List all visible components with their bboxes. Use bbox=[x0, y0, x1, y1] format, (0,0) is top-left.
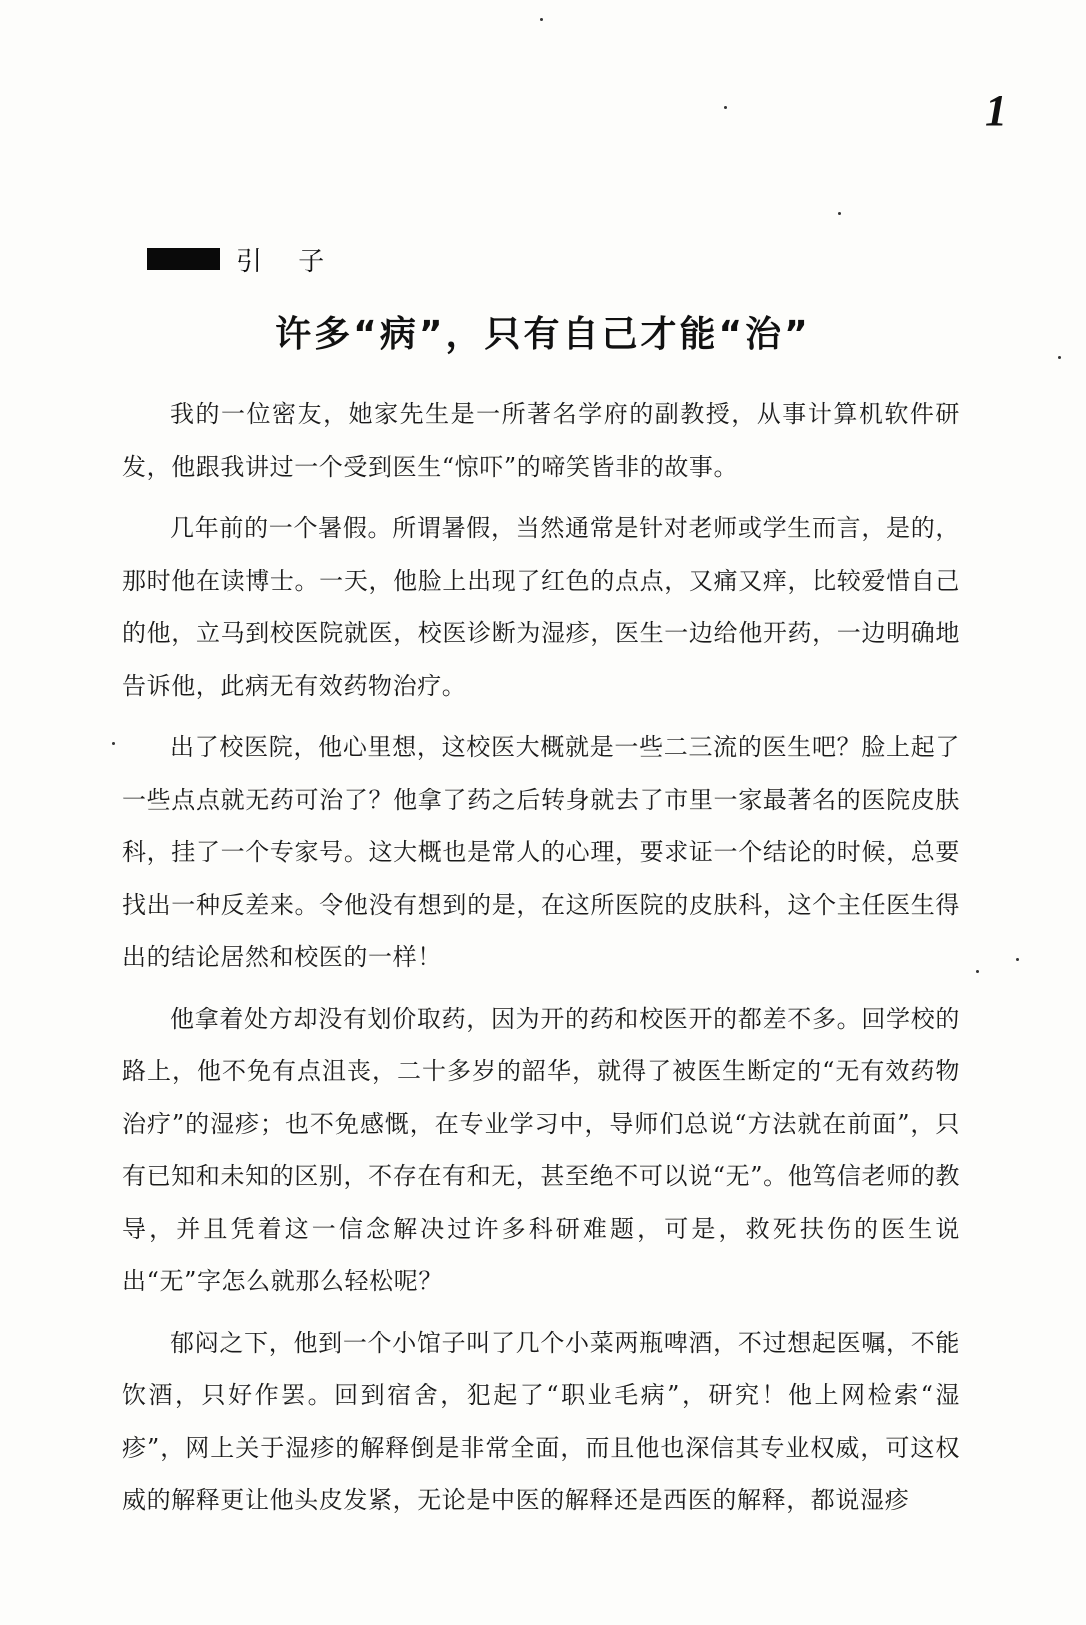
scan-speck bbox=[540, 18, 543, 21]
paragraph-1: 我的一位密友，她家先生是一所著名学府的副教授，从事计算机软件研发，他跟我讲过一个受到医生“惊吓”的啼笑皆非的故事。 bbox=[122, 400, 960, 481]
paragraph-3: 出了校医院，他心里想，这校医大概就是一些二三流的医生吧？脸上起了一些点点就无药可治了？他拿了药之后转身就去了市里一家最著名的医院皮肤科，挂了一个专家号。这大概也是常人的心理，要求证一个结论的时候，总要找出一种反差来。令他没有想到的是，在这所医院的皮肤科，这个主任医生得出的结论居然和校医的一样！ bbox=[122, 733, 960, 971]
scan-speck bbox=[1058, 356, 1061, 359]
page-number: 1 bbox=[985, 86, 1007, 135]
paragraph-4: 他拿着处方却没有划价取药，因为开的药和校医开的都差不多。回学校的路上，他不免有点沮丧，二十多岁的韶华，就得了被医生断定的“无有效药物治疗”的湿疹；也不免感慨，在专业学习中，导师们总说“方法就在前面”，只有已知和未知的区别，不存在有和无，甚至绝不可以说“无”。他笃信老师的教导，并且凭着这一信念解决过许多科研难题，可是，救死扶伤的医生说出“无”字怎么就那么轻松呢？ bbox=[122, 1004, 960, 1295]
scan-speck bbox=[1016, 958, 1019, 961]
section-marker-bar bbox=[147, 248, 220, 270]
scan-speck bbox=[838, 212, 841, 215]
section-label-text: 引 子 bbox=[236, 246, 339, 277]
section-label bbox=[147, 242, 338, 276]
chapter-title: 许多“病”，只有自己才能“治” bbox=[275, 314, 811, 355]
scan-speck bbox=[976, 970, 979, 973]
paragraph-5: 郁闷之下，他到一个小馆子叫了几个小菜两瓶啤酒，不过想起医嘱，不能饮酒，只好作罢。回到宿舍，犯起了“职业毛病”，研究！他上网检索“湿疹”，网上关于湿疹的解释倒是非常全面，而且他也深信其专业权威，可这权威的解释更让他头皮发紧，无论是中医的解释还是西医的解释，都说湿疹 bbox=[122, 1328, 960, 1514]
scan-speck bbox=[724, 106, 727, 109]
scan-speck bbox=[112, 742, 115, 745]
body-text bbox=[122, 388, 960, 1536]
paragraph-2: 几年前的一个暑假。所谓暑假，当然通常是针对老师或学生而言，是的，那时他在读博士。一天，他脸上出现了红色的点点，又痛又痒，比较爱惜自己的他，立马到校医院就医，校医诊断为湿疹，医生一边给他开药，一边明确地告诉他，此病无有效药物治疗。 bbox=[122, 514, 960, 700]
